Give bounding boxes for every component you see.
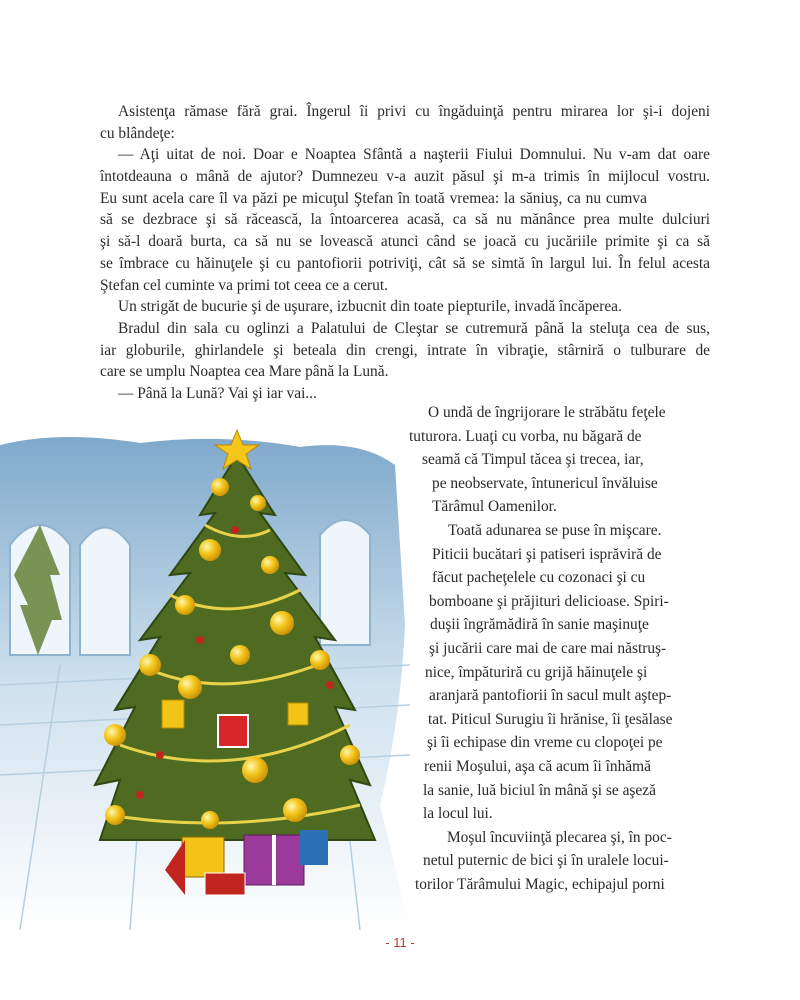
text-line: Un strigăt de bucurie şi de uşurare, izbucnit din toate piepturile, invadă încăperea. bbox=[118, 298, 622, 316]
top-text-block bbox=[100, 101, 710, 405]
text-line: renii Moşului, aşa că acum îi înhămă bbox=[424, 758, 651, 775]
text-line: Toată adunarea se puse în mişcare. bbox=[448, 522, 662, 539]
text-line: torilor Tărâmului Magic, echipajul porni bbox=[415, 876, 665, 893]
text-line: să se dezbrace şi să răcească, la întoarcerea acasă, ca să nu mănânce prea multe dulciuri bbox=[100, 211, 710, 229]
text-line: Eu sunt acela care îl va păzi pe micuţul Ştefan în toată vremea: la săniuş, ca nu cumva bbox=[100, 189, 647, 207]
text-line: care se umplu Noaptea cea Mare până la Lună. bbox=[100, 363, 389, 381]
text-line: pe neobservate, întunericul învăluise bbox=[432, 474, 658, 492]
christmas-tree-image bbox=[0, 425, 410, 930]
text-line: la locul lui. bbox=[423, 805, 493, 823]
text-line: Moşul încuviinţă plecarea şi, în poc- bbox=[447, 828, 672, 846]
text-line: tuturora. Luaţi cu vorba, nu băgară de bbox=[409, 427, 642, 445]
page-number: - 11 - bbox=[385, 935, 415, 950]
text-line: făcut pacheţelele cu cozonaci şi cu bbox=[432, 569, 646, 587]
text-line: cu blândeţe: bbox=[100, 124, 175, 142]
text-line: O undă de îngrijorare le străbătu feţele bbox=[428, 404, 666, 421]
text-line: Tărâmul Oamenilor. bbox=[432, 498, 557, 516]
text-line: bomboane şi prăjituri delicioase. Spiri- bbox=[429, 592, 669, 610]
text-line: şi să-l doară burta, ca să nu se lovească atunci când se joacă cu jucăriile primite şi ca să bbox=[100, 233, 710, 251]
christmas-tree-illustration bbox=[0, 425, 410, 930]
text-line: Bradul din sala cu oglinzi a Palatului de Cleştar se cutremură până la steluţa cea de sus, bbox=[118, 319, 710, 337]
text-line: şi îi echipase din vreme cu clopoţei pe bbox=[427, 734, 663, 752]
text-line: se îmbrace cu hăinuţele şi cu pantofiorii potriviţi, cât să se simtă în largul lui. În felul acesta bbox=[100, 254, 710, 272]
text-line: Piticii bucătari şi patiseri isprăviră de bbox=[432, 545, 662, 563]
text-line: seamă că Timpul tăcea şi trecea, iar, bbox=[422, 451, 644, 469]
text-line: tat. Piticul Surugiu îi hrănise, îi ţesălase bbox=[428, 710, 673, 728]
text-line: întotdeauna o mână de ajutor? Dumnezeu v-a auzit păsul şi m-a trimis în mijlocul vostru. bbox=[100, 168, 710, 186]
text-line: la sanie, luă biciul în mână şi se aşeză bbox=[423, 781, 656, 799]
text-line: nice, împăturiră cu grijă hăinuţele şi bbox=[425, 663, 648, 681]
text-line: Asistenţa rămase fără grai. Îngerul îi privi cu îngăduinţă pentru mirarea lor şi-i dojeni bbox=[118, 103, 710, 120]
text-line: Ştefan cel cuminte va primi tot ceea ce a cerut. bbox=[100, 276, 389, 294]
text-line: duşii îngrămădiră în sanie maşinuţe bbox=[430, 616, 649, 634]
text-line: — Până la Lună? Vai şi iar vai... bbox=[118, 384, 317, 402]
text-line: netul puternic de bici şi în uralele locui- bbox=[423, 852, 669, 870]
text-line: — Aţi uitat de noi. Doar e Noaptea Sfântă a naşterii Fiului Domnului. Nu v-am dat oare bbox=[118, 146, 710, 164]
text-line: aranjară pantofiorii în sacul mult aştep- bbox=[429, 687, 672, 705]
text-line: şi jucării care mai de care mai năstruş- bbox=[429, 640, 667, 657]
text-line: iar globurile, ghirlandele şi beteala din crengi, intrate în vibraţie, stârniră o tulburare de bbox=[100, 341, 710, 359]
